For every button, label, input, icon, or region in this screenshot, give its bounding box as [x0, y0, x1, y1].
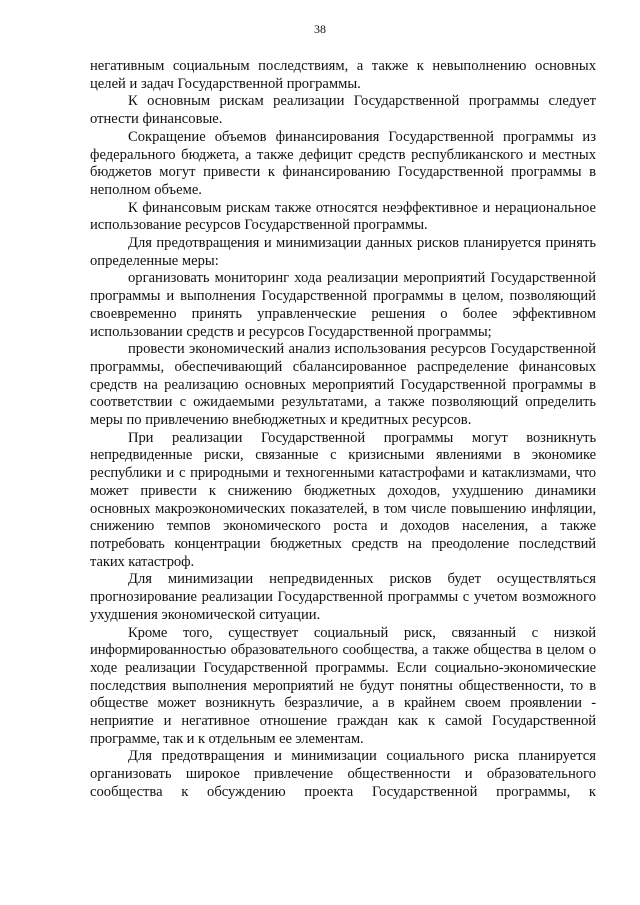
paragraph-11: Для предотвращения и минимизации социального риска планируется организовать широкое привлечение общественности и образовательного сообщества к обсуждению проекта Государственной программы, к [90, 748, 596, 800]
paragraph-6: организовать мониторинг хода реализации мероприятий Государственной программы и выполнения Государственной программы в целом, позволяющий своевременно принять управленческие решения о более эффективном использовании средств и ресурсов Государственной программы; [90, 270, 596, 340]
paragraph-2: К основным рискам реализации Государственной программы следует отнести финансовые. [90, 93, 596, 128]
page-number: 38 [314, 22, 326, 36]
paragraph-8: При реализации Государственной программы могут возникнуть непредвиденные риски, связанные с кризисными явлениями в экономике республики и с природными и техногенными катастрофами и катаклизмами, что может привести к снижению бюджетных доходов, ухудшению динамики основных макроэкономических показателей, в том числе повышению инфляции, снижению темпов экономического роста и доходов населения, а также потребовать концентрации бюджетных средств на преодоление последствий таких катастроф. [90, 429, 596, 570]
paragraph-5: Для предотвращения и минимизации данных рисков планируется принять определенные меры: [90, 235, 596, 269]
paragraph-10: Кроме того, существует социальный риск, связанный с низкой информированностью образовательного сообщества, а также общества в целом о ходе реализации Государственной программы. Если социально-экономические последствия выполнения мероприятий не будут понятны общественности, то в обществе может возникнуть безразличие, а в крайнем своем проявлении - неприятие и негативное отношение граждан как к самой Государственной программе, так и к отдельным ее элементам. [90, 624, 596, 747]
paragraph-9: Для минимизации непредвиденных рисков будет осуществляться прогнозирование реализации Государственной программы с учетом возможного ухудшения экономической ситуации. [90, 571, 596, 623]
paragraph-3: Сокращение объемов финансирования Государственной программы из федерального бюджета, а также дефицит средств республиканского и местных бюджетов могут привести к финансированию Государственной программы в неполном объеме. [90, 128, 596, 198]
paragraph-1: негативным социальным последствиям, а также к невыполнению основных целей и задач Государственной программы. [90, 58, 596, 92]
paragraph-7: провести экономический анализ использования ресурсов Государственной программы, обеспечивающий сбалансированное распределение финансовых средств на реализацию основных мероприятий Государственной программы в соответствии с ожидаемыми результатами, а также позволяющий определить меры по привлечению внебюджетных и кредитных ресурсов. [90, 341, 596, 429]
document-body [90, 58, 596, 802]
paragraph-4: К финансовым рискам также относятся неэффективное и нерациональное использование ресурсов Государственной программы. [90, 199, 596, 234]
